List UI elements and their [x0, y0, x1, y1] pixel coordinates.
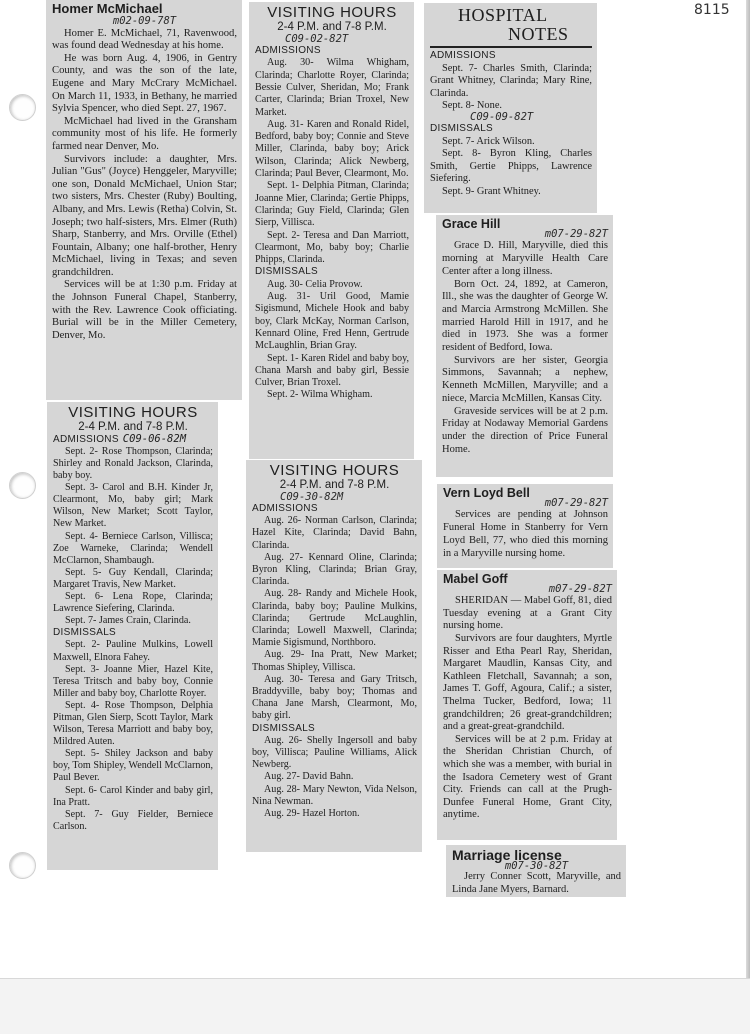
visiting-hours-title: VISITING HOURS [267, 4, 397, 21]
entry: Sept. 5- Guy Kendall, Clarinda; Margaret Travis, New Market. [53, 566, 213, 590]
paragraph: Homer E. McMichael, 71, Ravenwood, was found dead Wednesday at his home. [52, 27, 237, 52]
binder-hole-middle [9, 472, 36, 499]
entry: Sept. 4- Rose Thompson, Delphia Pitman, Glen Sierp, Scott Taylor, Mark Wilson, Teresa Marriott and baby boy, Mildred Auten. [53, 699, 213, 748]
obituary-heading: Grace Hill [442, 217, 501, 231]
visiting-hours-title: VISITING HOURS [269, 462, 400, 479]
entry: Aug. 26- Shelly Ingersoll and baby boy, Villisca; Pauline Williams, Alick Newberg. [252, 734, 417, 771]
entry: Aug. 30- Teresa and Gary Tritsch, Braddyville, baby boy; Thomas and Chana Jane Marsh, Clearmont, Mo, baby girl. [252, 673, 417, 722]
handwritten-annotation: C09-02-82T [285, 32, 349, 45]
handwritten-annotation: m07-29-82T [548, 582, 612, 595]
paragraph: Survivors are four daughters, Myrtle Risser and Etha Pearl Ray, Sheridan, Margaret Maudlin, Kansas City, and Kathleen Fletchall, Savannah; a son, James T. Goff, Agoura, Calif.; a sister, Thelma Tucker, Bedford, Iowa; 11 grandchildren; 26 great-grandchildren; and a great-great-grandchild. [443, 632, 612, 733]
entry: Aug. 26- Norman Carlson, Clarinda; Hazel Kite, Clarinda; David Bahn, Clarinda. [252, 515, 417, 551]
paragraph: Services will be at 2 p.m. Friday at the Sheridan Christian Church, of which she was a member, with burial in the Isadora Cemetery west of Grant City. Friends can call at the Prugh-Dunfee Funeral Home, Grant City, anytime. [443, 733, 612, 821]
bottom-margin [0, 978, 750, 1034]
marriage-license-body [452, 871, 621, 896]
visiting-hours-list [53, 433, 213, 833]
clipping-visiting-hours-3 [246, 460, 422, 852]
clipping-grace-hill [436, 215, 613, 477]
paragraph: McMichael had lived in the Gransham community most of his life. He formerly farmed near Denver, Mo. [52, 115, 237, 152]
clipping-hospital-notes [424, 3, 597, 213]
entry: Aug. 31- Karen and Ronald Ridel, Bedford, baby boy; Connie and Steve Miller, Clarinda, baby boy; Arick Wilson, Clarinda; Alick Newberg, Clarinda; Paul Bever, Clearmont, Mo. [255, 118, 409, 180]
section-label: DISMISSALS [53, 627, 117, 639]
hospital-notes-title-line1: HOSPITAL [458, 5, 548, 25]
entry: Sept. 7- Arick Wilson. [442, 135, 535, 147]
entry: Sept. 2- Teresa and Dan Marriott, Clearmont, Mo, baby boy; Charlie Phipps, Clarinda. [255, 229, 409, 266]
visiting-hours-list [252, 503, 417, 820]
entry: Sept. 6- Carol Kinder and baby girl, Ina Pratt. [53, 784, 213, 808]
obituary-body [52, 28, 237, 343]
entry: Sept. 7- Charles Smith, Clarinda; Grant Whitney, Clarinda; Mary Rine, Clarinda. [430, 62, 592, 99]
handwritten-annotation: C09-30-82M [280, 490, 344, 503]
entry: Aug. 29- Ina Pratt, New Market; Thomas Shipley, Villisca. [252, 649, 417, 673]
entry: Sept. 1- Karen Ridel and baby boy, Chana Marsh and baby girl, Bessie Culver, Brian Troxel. [255, 352, 409, 389]
entry: Aug. 28- Mary Newton, Vida Nelson, Nina Newman. [252, 783, 417, 807]
clipping-mabel-goff [437, 570, 617, 840]
handwritten-annotation: m07-29-82T [544, 227, 608, 240]
paragraph: Services are pending at Johnson Funeral Home in Stanberry for Vern Loyd Bell, 77, who died this morning in a Maryville nursing home. [443, 509, 608, 559]
visiting-hours-times: 2-4 P.M. and 7-8 P.M. [279, 478, 390, 491]
clipping-marriage-license [446, 845, 626, 897]
handwritten-annotation: C09-06-82M [122, 432, 187, 445]
entry: Sept. 9- Grant Whitney. [442, 185, 541, 197]
hospital-notes-title-line2: NOTES [508, 24, 569, 44]
marriage-license-heading: Marriage license [452, 847, 562, 863]
clipping-homer-mcmichael [46, 0, 242, 400]
section-label: DISMISSALS [252, 722, 316, 734]
entry: Sept. 6- Lena Rope, Clarinda; Lawrence Siefering, Clarinda. [53, 591, 213, 615]
handwritten-annotation: m07-29-82T [544, 496, 608, 509]
obituary-heading: Mabel Goff [443, 572, 508, 586]
paragraph: Survivors are her sister, Georgia Simmons, Savannah; a nephew, Kenneth McMillen, Maryville; and a niece, Marcia McMillen, Kansas City. [442, 354, 608, 404]
entry: Aug. 28- Randy and Michele Hook, Clarinda, baby boy; Pauline Mulkins, Clarinda; Gertrude McLaughlin, Clarinda; Lowell Maxwell, Clarinda; Mamie Sigismund, Northboro. [252, 588, 417, 649]
entry: Sept. 8- Byron Kling, Charles Smith, Gertie Phipps, Lawrence Siefering. [430, 148, 592, 184]
entry: Sept. 3- Carol and B.H. Kinder Jr, Clearmont, Mo, baby girl; Mark Wilson, New Market; Scott Taylor, New Market. [53, 482, 213, 530]
paragraph: Jerry Conner Scott, Maryville, and Linda Jane Myers, Barnard. [452, 871, 621, 895]
entry: Sept. 1- Delphia Pitman, Clarinda; Joanne Mier, Clarinda; Gertie Phipps, Clarinda; Guy Field, Clarinda; Glen Sierp, Villisca. [255, 180, 409, 229]
entry: Sept. 5- Shiley Jackson and baby boy, Tom Shipley, Wendell McClarnon, Paul Bever. [53, 748, 213, 784]
visiting-hours-title: VISITING HOURS [68, 404, 198, 421]
paragraph: He was born Aug. 4, 1906, in Gentry County, and was the son of the late, Eugene and Mary McCrary McMichael. On March 11, 1933, in Bethany, he married Sylvia Spencer, who died Sept. 27, 1967. [52, 52, 237, 115]
clipping-vern-loyd-bell [437, 484, 613, 568]
binder-hole-top [9, 94, 36, 121]
entry: Aug. 29- Hazel Horton. [264, 808, 360, 820]
handwritten-annotation: C09-09-82T [470, 110, 534, 123]
obituary-body [442, 240, 608, 456]
section-label: ADMISSIONS [430, 50, 496, 61]
handwritten-annotation: m02-09-78T [112, 15, 177, 27]
clipping-visiting-hours-2 [47, 402, 218, 870]
obituary-body [443, 509, 608, 560]
entry: Sept. 2- Wilma Whigham. [267, 389, 373, 401]
entry: Sept. 4- Berniece Carlson, Villisca; Zoe Warneke, Clarinda; Wendell McClarnon, Shambaugh. [53, 530, 213, 566]
page-number: 8115 [694, 2, 730, 18]
entry: Sept. 2- Pauline Mulkins, Lowell Maxwell, Elnora Fahey. [53, 639, 213, 663]
obituary-body [443, 595, 612, 822]
entry: Aug. 31- Uril Good, Mamie Sigismund, Michele Hook and baby boy, Clark McKay, Norman Carlson, Kennard Oline, Fred Henn, Gertrude McLaughlin, Brian Gray. [255, 291, 409, 352]
title-rule [430, 46, 592, 48]
entry: Sept. 7- Guy Fielder, Berniece Carlson. [53, 808, 213, 832]
visiting-hours-list [255, 45, 409, 402]
hospital-notes-list [430, 50, 592, 198]
entry: Aug. 30- Wilma Whigham, Clarinda; Charlotte Royer, Clarinda; Bessie Culver, Sheridan, Mo; Frank Carter, Clarinda; Brian Troxel, New Market. [255, 57, 409, 118]
page-edge-shadow [746, 0, 750, 1033]
paragraph: Grace D. Hill, Maryville, died this morning at Maryville Health Care Center after a long illness. [442, 240, 608, 277]
section-label: ADMISSIONS [53, 433, 119, 445]
paragraph: Services will be at 1:30 p.m. Friday at the Johnson Funeral Chapel, Stanberry, with the Rev. Lawrence Cook officiating. Burial will be in the Miller Cemetery, Denver, Mo. [52, 279, 237, 341]
handwritten-annotation: m07-30-82T [504, 860, 569, 872]
entry: Aug. 27- David Bahn. [264, 771, 354, 783]
binder-hole-bottom [9, 852, 36, 879]
visiting-hours-times: 2-4 P.M. and 7-8 P.M. [78, 420, 188, 433]
entry: Aug. 30- Celia Provow. [267, 278, 363, 290]
obituary-heading: Homer McMichael [52, 1, 163, 16]
obituary-heading: Vern Loyd Bell [443, 486, 530, 500]
entry: Sept. 7- James Crain, Clarinda. [65, 615, 191, 627]
section-label: ADMISSIONS [255, 45, 321, 57]
entry: Sept. 3- Joanne Mier, Hazel Kite, Teresa Tritsch and baby boy, Connie Miller and baby boy, Charlotte Royer. [53, 663, 213, 699]
entry: Sept. 8- None. [442, 100, 503, 111]
paragraph: SHERIDAN — Mabel Goff, 81, died Tuesday evening at a Grant City nursing home. [443, 595, 612, 632]
entry: Sept. 2- Rose Thompson, Clarinda; Shirley and Ronald Jackson, Clarinda, baby boy. [53, 445, 213, 482]
section-label: ADMISSIONS [252, 503, 318, 515]
paragraph: Graveside services will be at 2 p.m. Friday at Nodaway Memorial Gardens under the direction of Price Funeral Home. [442, 405, 608, 455]
paragraph: Survivors include: a daughter, Mrs. Julian "Gus" (Joyce) Henggeler, Maryville; one son, Donald McMichael, Union Star; two sisters, Mrs. Chester (Ruby) Boulting, Albany, and Mrs. Lewis (Retha) Colvin, St. Joseph; two half-sisters, Mrs. Elmer (Ruth) Sharp, Stanberry, and Mrs. Orville (Ethel) Fountain, Albany; one half-brother, Henry McMichael, living in Texas; and seven grandchildren. [52, 153, 237, 278]
section-label: DISMISSALS [255, 266, 319, 278]
visiting-hours-times: 2-4 P.M. and 7-8 P.M. [277, 20, 387, 33]
entry: Aug. 27- Kennard Oline, Clarinda; Byron Kling, Clarinda; Brian Gray, Clarinda. [252, 551, 417, 588]
section-label: DISMISSALS [430, 123, 494, 134]
paragraph: Born Oct. 24, 1892, at Cameron, Ill., she was the daughter of George W. and Marcia Armstrong McMillen. She married Harold Hill in 1917, and he died in 1973. She was a former resident of Bedford, Iowa. [442, 278, 608, 354]
clipping-visiting-hours-1 [249, 2, 414, 459]
